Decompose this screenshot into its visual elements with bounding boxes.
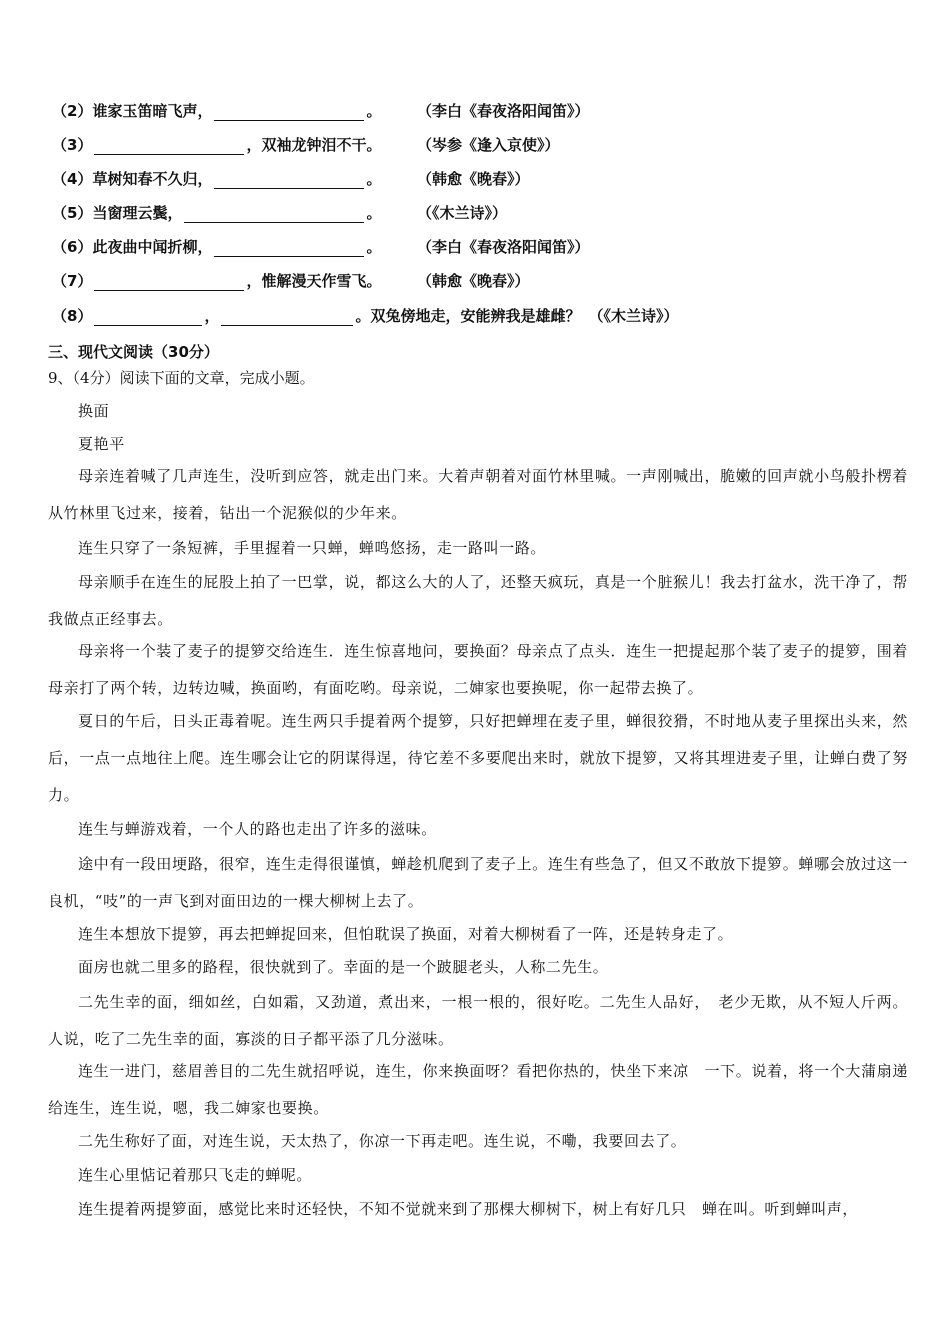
question-number: （5） <box>52 204 93 222</box>
blank-question-4 <box>52 168 530 192</box>
answer-blank-2[interactable] <box>221 311 353 326</box>
blank-question-8 <box>52 305 678 329</box>
article-paragraph: 连生心里惦记着那只飞走的蝉呢。 <box>78 1166 313 1184</box>
verse-after: ，惟解漫天作雪飞。 <box>246 272 382 290</box>
poem-source: （岑参《逢入京使》） <box>417 136 560 154</box>
article-title: 换面 <box>78 402 110 420</box>
question-number: （7） <box>52 272 93 290</box>
question-number: （4） <box>52 170 93 188</box>
article-paragraph: 母亲将一个装了麦子的提箩交给连生．连生惊喜地问，要换面？母亲点了点头．连生一把提起那个装了麦子的提箩，围着母亲打了两个转，边转边喊，换面哟，有面吃哟。母亲说，二婶家也要换呢，你一起带去换了。 <box>48 642 908 697</box>
answer-blank[interactable] <box>214 106 364 121</box>
article-paragraph: 夏日的午后，日头正毒着呢。连生两只手提着两个提箩，只好把蝉埋在麦子里，蝉很狡猾，不时地从麦子里探出头来，然后，一点一点地往上爬。连生哪会让它的阴谋得逞，待它差不多要爬出来时，就放下提箩，又将其埋进麦子里，让蝉白费了努力。 <box>48 712 908 804</box>
article-paragraph: 连生只穿了一条短裤，手里握着一只蝉，蝉鸣悠扬，走一路叫一路。 <box>78 539 547 557</box>
article-paragraph: 连生本想放下提箩，再去把蝉捉回来，但怕耽误了换面，对着大柳树看了一阵，还是转身走了。 <box>78 925 734 943</box>
verse-after: 。 <box>366 102 382 120</box>
question-number: （8） <box>52 307 93 325</box>
verse-after: 。 <box>366 170 382 188</box>
verse-before: 当窗理云鬓， <box>92 204 183 222</box>
article-paragraph: 面房也就二里多的路程，很快就到了。幸面的是一个跛腿老头，人称二先生。 <box>78 958 609 976</box>
blank-question-3 <box>52 134 560 158</box>
article-paragraph: 二先生称好了面，对连生说，天太热了，你凉一下再走吧。连生说，不嘞，我要回去了。 <box>78 1132 687 1150</box>
question-number: （6） <box>52 238 93 256</box>
article-paragraph: 途中有一段田埂路，很窄，连生走得很谨慎，蝉趁机爬到了麦子上。连生有些急了，但又不敢放下提箩。蝉哪会放过这一良机，“吱”的一声飞到对面田边的一棵大柳树上去了。 <box>48 855 908 910</box>
verse-after: 。双兔傍地走，安能辨我是雄雌？ <box>355 307 581 325</box>
article-paragraph: 母亲连着喊了几声连生，没听到应答，就走出门来。大着声朝着对面竹林里喊。一声刚喊出，脆嫩的回声就小鸟般扑楞着从竹林里飞过来，接着，钻出一个泥猴似的少年来。 <box>48 467 908 522</box>
verse-after: ，双袖龙钟泪不干。 <box>246 136 382 154</box>
answer-blank[interactable] <box>214 174 364 189</box>
answer-blank[interactable] <box>94 276 244 291</box>
blank-question-2 <box>52 100 590 124</box>
poem-source: （韩愈《晚春》） <box>417 272 530 290</box>
poem-source: （《木兰诗》） <box>588 307 679 325</box>
verse-after: 。 <box>366 238 382 256</box>
verse-mid: ， <box>204 307 220 325</box>
answer-blank-1[interactable] <box>94 311 202 326</box>
blank-question-5 <box>52 202 508 226</box>
article-paragraph: 连生提着两提箩面，感觉比来时还轻快，不知不觉就来到了那棵大柳树下，树上有好几只 蝉在叫。听到蝉叫声， <box>78 1200 859 1218</box>
verse-before: 谁家玉笛暗飞声， <box>92 102 213 120</box>
question-intro: 9、（4分）阅读下面的文章，完成小题。 <box>48 369 315 387</box>
article-paragraph: 母亲顺手在连生的屁股上拍了一巴掌，说，都这么大的人了，还整天疯玩，真是一个脏猴儿！我去打盆水，洗干净了，帮我做点正经事去。 <box>48 573 908 628</box>
article-author: 夏艳平 <box>78 435 125 453</box>
poem-source: （李白《春夜洛阳闻笛》） <box>417 238 590 256</box>
blank-question-7 <box>52 270 530 294</box>
answer-blank[interactable] <box>94 140 244 155</box>
blank-question-6 <box>52 236 590 260</box>
verse-before: 草树知春不久归， <box>92 170 213 188</box>
verse-after: 。 <box>366 204 382 222</box>
question-number: （3） <box>52 136 93 154</box>
article-paragraph: 二先生幸的面，细如丝，白如霜，又劲道，煮出来，一根一根的，很好吃。二先生人品好， 老少无欺，从不短人斤两。人说，吃了二先生幸的面，寡淡的日子都平添了几分滋味。 <box>48 993 908 1048</box>
article-paragraph: 连生与蝉游戏着，一个人的路也走出了许多的滋味。 <box>78 820 437 838</box>
verse-before: 此夜曲中闻折柳， <box>92 238 213 256</box>
poem-source: （《木兰诗》） <box>417 204 508 222</box>
section-heading: 三、现代文阅读（30分） <box>48 343 219 361</box>
answer-blank[interactable] <box>184 208 364 223</box>
poem-source: （韩愈《晚春》） <box>417 170 530 188</box>
question-number: （2） <box>52 102 93 120</box>
article-paragraph: 连生一进门，慈眉善目的二先生就招呼说，连生，你来换面呀？看把你热的，快坐下来凉 一下。说着，将一个大蒲扇递给连生，连生说，嗯，我二婶家也要换。 <box>48 1062 908 1117</box>
poem-source: （李白《春夜洛阳闻笛》） <box>417 102 590 120</box>
answer-blank[interactable] <box>214 242 364 257</box>
